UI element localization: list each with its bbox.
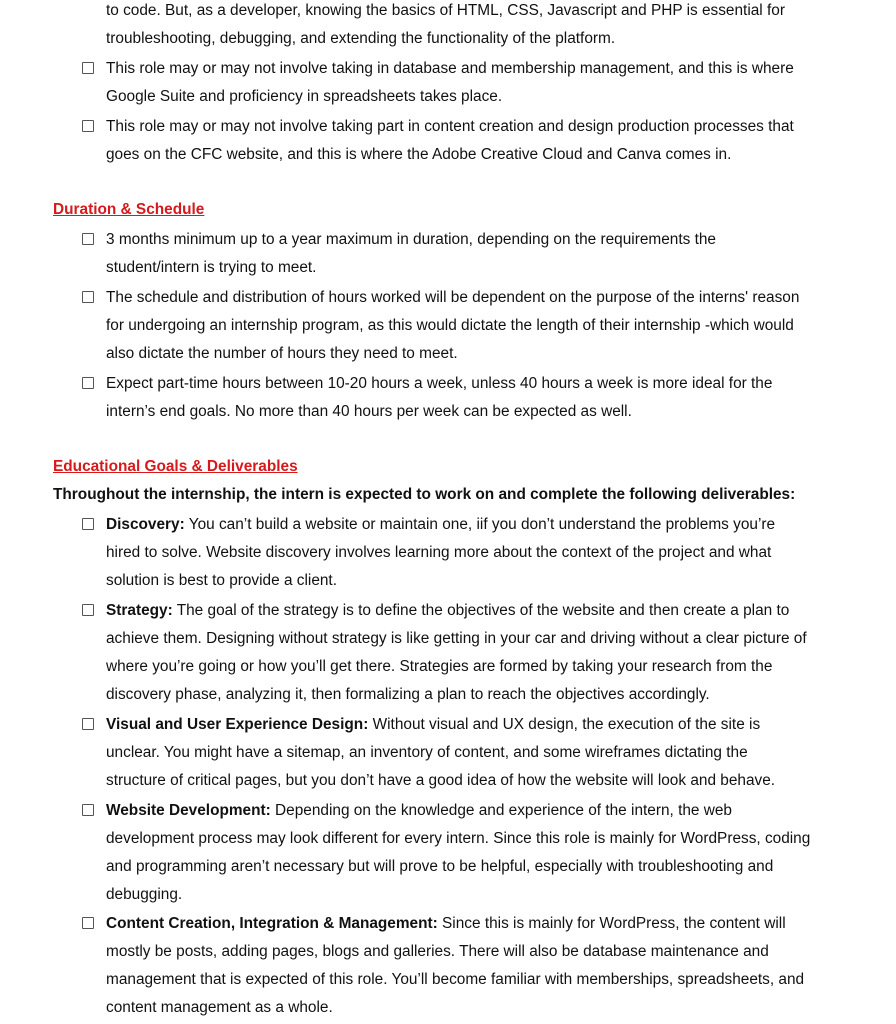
checkbox[interactable] bbox=[82, 518, 94, 530]
checkbox[interactable] bbox=[82, 917, 94, 929]
checkbox[interactable] bbox=[82, 718, 94, 730]
checkbox[interactable] bbox=[82, 233, 94, 245]
checkbox[interactable] bbox=[82, 604, 94, 616]
item-title: Strategy: bbox=[106, 602, 173, 619]
checkbox[interactable] bbox=[82, 291, 94, 303]
list-item-line: Google Suite and proficiency in spreadsheets takes place. bbox=[106, 88, 503, 105]
list-item-line: achieve them. Designing without strategy is like getting in your car and driving without a clear picture of bbox=[106, 630, 807, 647]
section-heading-duration: Duration & Schedule bbox=[53, 201, 205, 218]
list-item-line: where you’re going or how you’ll get there. Strategies are formed by taking your research from the bbox=[106, 658, 773, 675]
list-item-line: Strategy: The goal of the strategy is to define the objectives of the website and then create a plan to bbox=[106, 602, 790, 619]
list-item-line: debugging. bbox=[106, 886, 183, 903]
list-item-line: and programming aren’t necessary but will prove to be helpful, especially with troubleshooting and bbox=[106, 858, 774, 875]
list-item-line: for undergoing an internship program, as this would dictate the length of their internship -which would bbox=[106, 317, 794, 334]
list-item-line: discovery phase, analyzing it, then formalizing a plan to reach the objectives accordingly. bbox=[106, 686, 710, 703]
list-item-line: This role may or may not involve taking in database and membership management, and this is where bbox=[106, 60, 794, 77]
section-intro: Throughout the internship, the intern is expected to work on and complete the following deliverables: bbox=[53, 486, 796, 503]
list-item-line: intern’s end goals. No more than 40 hours per week can be expected as well. bbox=[106, 403, 632, 420]
item-title: Discovery: bbox=[106, 516, 185, 533]
list-item-line: structure of critical pages, but you don’t have a good idea of how the website will look and behave. bbox=[106, 772, 776, 789]
list-item-line: This role may or may not involve taking part in content creation and design production processes that bbox=[106, 118, 794, 135]
checkbox[interactable] bbox=[82, 62, 94, 74]
checkbox[interactable] bbox=[82, 377, 94, 389]
list-item-line: student/intern is trying to meet. bbox=[106, 259, 317, 276]
list-item-line: Website Development: Depending on the knowledge and experience of the intern, the web bbox=[106, 802, 732, 819]
list-item-line: management that is expected of this role. You’ll become familiar with memberships, spreadsheets, and bbox=[106, 971, 805, 988]
section-heading-educational-goals: Educational Goals & Deliverables bbox=[53, 458, 298, 475]
item-title: Website Development: bbox=[106, 802, 271, 819]
item-title: Content Creation, Integration & Management: bbox=[106, 915, 438, 932]
list-item-line: The schedule and distribution of hours worked will be dependent on the purpose of the interns' reason bbox=[106, 289, 800, 306]
item-title: Visual and User Experience Design: bbox=[106, 716, 369, 733]
list-item-line: Visual and User Experience Design: Without visual and UX design, the execution of the site is bbox=[106, 716, 761, 733]
list-item-line: mostly be posts, adding pages, blogs and galleries. There will also be database maintenance and bbox=[106, 943, 769, 960]
list-item-line: Expect part-time hours between 10-20 hours a week, unless 40 hours a week is more ideal for the bbox=[106, 375, 773, 392]
checkbox[interactable] bbox=[82, 120, 94, 132]
list-item-line: solution is best to provide a client. bbox=[106, 572, 337, 589]
list-item-line: also dictate the number of hours they need to meet. bbox=[106, 345, 458, 362]
checkbox[interactable] bbox=[82, 804, 94, 816]
list-item-line: goes on the CFC website, and this is where the Adobe Creative Cloud and Canva comes in. bbox=[106, 146, 732, 163]
list-item-line: content management as a whole. bbox=[106, 999, 333, 1016]
paragraph-line: troubleshooting, debugging, and extending the functionality of the platform. bbox=[106, 30, 616, 47]
list-item-line: hired to solve. Website discovery involves learning more about the context of the project and what bbox=[106, 544, 772, 561]
list-item-line: Content Creation, Integration & Management: Since this is mainly for WordPress, the content will bbox=[106, 915, 786, 932]
list-item-line: unclear. You might have a sitemap, an inventory of content, and some wireframes dictating the bbox=[106, 744, 748, 761]
list-item-line: Discovery: You can’t build a website or maintain one, iif you don’t understand the problems you’re bbox=[106, 516, 776, 533]
list-item-line: development process may look different for every intern. Since this role is mainly for WordPress, coding bbox=[106, 830, 811, 847]
list-item-line: 3 months minimum up to a year maximum in duration, depending on the requirements the bbox=[106, 231, 716, 248]
paragraph-line: to code. But, as a developer, knowing the basics of HTML, CSS, Javascript and PHP is essential for bbox=[106, 2, 785, 19]
